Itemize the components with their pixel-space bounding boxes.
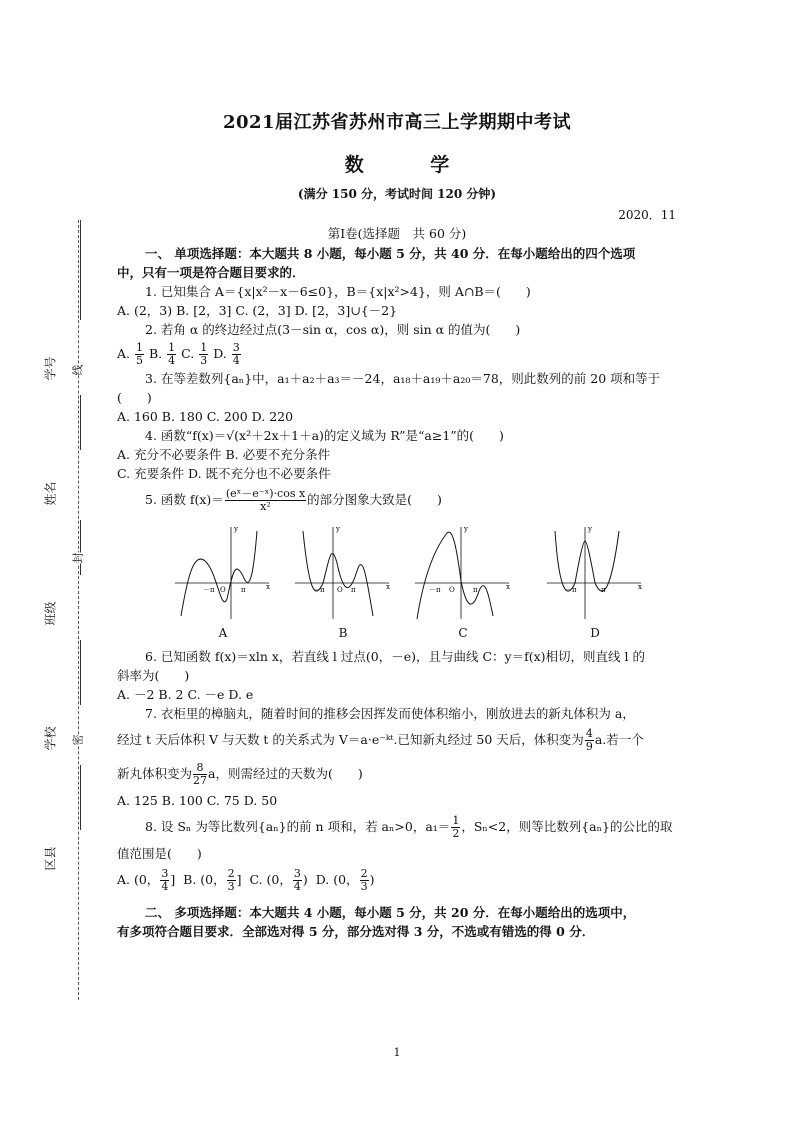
seal-mark-feng: 封 (68, 553, 88, 564)
q5-graph-c-label: C (458, 626, 468, 640)
svg-text:y: y (464, 525, 468, 533)
q8-option-b-post: ] (236, 872, 242, 887)
q3-stem-cont: ( ) (117, 390, 152, 405)
seal-dotted-line (78, 220, 79, 1000)
svg-text:π: π (241, 586, 246, 594)
sidebar-label-xuehao: 学号 (43, 356, 58, 381)
page-number: 1 (393, 1046, 401, 1059)
q8-option-a: A. (0， (117, 872, 160, 887)
q8-option-d-post: ) (369, 872, 375, 887)
svg-text:π: π (351, 586, 356, 594)
svg-text:O: O (449, 586, 455, 594)
q5-graph-a-label: A (218, 626, 228, 640)
q2-option-a: A. (117, 346, 131, 361)
q7-options: A. 125 B. 100 C. 75 D. 50 (117, 793, 278, 808)
svg-text:x: x (638, 583, 642, 591)
q2-option-b: B. (148, 346, 163, 361)
q2-fraction-a: $\frac{1}{5}$ (136, 341, 143, 367)
section2-heading-cont: 有多项符合题目要求．全部选对得 5 分，部分选对得 3 分，不选或有错选的得 0 分． (117, 924, 595, 939)
sidebar-label-xingming: 姓名 (43, 481, 58, 506)
svg-text:x: x (506, 583, 510, 591)
svg-text:π: π (601, 586, 606, 594)
exam-subject: 数 学 (344, 154, 480, 176)
q8-fraction-b: $\frac{2}{3}$ (227, 867, 235, 893)
q8-option-b: B. (0， (183, 872, 226, 887)
q3-stem: 3. 在等差数列{aₙ}中，a₁＋a₂＋a₃＝－24，a₁₈＋a₁₉＋a₂₀＝78，则此数列的前 20 项和等于 (145, 371, 661, 386)
q7-line2 (117, 723, 679, 757)
q5-graph-b (293, 521, 393, 641)
exam-title: 2021届江苏省苏州市高三上学期期中考试 (222, 112, 572, 133)
q6-stem: 6. 已知函数 f(x)＝xln x，若直线 l 过点(0，－e)，且与曲线 C：y＝f(x)相切，则直线 l 的 (145, 649, 645, 664)
q7-line3 (117, 757, 679, 791)
q7-fraction-8-27: $\frac{8}{27}$ (193, 761, 208, 787)
q8-fraction-c: $\frac{3}{4}$ (293, 867, 301, 893)
q2-stem: 2. 若角 α 的终边经过点(3－sin α，cos α)，则 sin α 的值为( ) (145, 322, 521, 337)
q5-graphs (173, 521, 679, 641)
part-heading: 第Ⅰ卷(选择题 共 60 分) (327, 226, 467, 241)
q8-line1-post: ，Sₙ<2，则等比数列{aₙ}的公比的取 (461, 819, 673, 834)
q5-stem-pre: 5. 函数 f(x)＝ (145, 492, 224, 507)
q4-options-ab: A. 充分不必要条件 B. 必要不充分条件 (117, 447, 331, 462)
section1-heading-cont: 中，只有一项是符合题目要求的． (117, 265, 305, 280)
svg-text:x: x (386, 583, 390, 591)
q2-fraction-b: $\frac{1}{4}$ (168, 341, 176, 367)
sidebar-rule (80, 520, 82, 575)
svg-text:O: O (337, 586, 343, 594)
sidebar-label-banji: 班级 (43, 601, 58, 626)
q7-line3-post: a，则需经过的天数为( ) (208, 766, 363, 781)
sidebar-rule (80, 765, 82, 830)
q7-line3-pre: 新丸体积变为 (117, 766, 193, 781)
q8-line1-pre: 8. 设 Sₙ 为等比数列{aₙ}的前 n 项和，若 aₙ>0，a₁＝ (145, 819, 451, 834)
q5-stem (117, 483, 679, 517)
svg-text:y: y (588, 525, 592, 533)
q8-line1 (117, 810, 679, 844)
q5-stem-post: 的部分图象大致是( ) (307, 492, 442, 507)
q8-option-c: C. (0， (249, 872, 292, 887)
q7-line2-post: a.若一个 (594, 732, 644, 747)
q5-graph-d (545, 521, 645, 641)
seal-mark-mi: 密 (68, 735, 88, 746)
q8-option-d: D. (0， (315, 872, 359, 887)
question-content (117, 244, 679, 941)
exam-note: (满分 150 分，考试时间 120 分钟) (297, 187, 497, 201)
q2-fraction-d: $\frac{3}{4}$ (232, 341, 240, 367)
svg-text:－π: －π (429, 586, 441, 594)
q8-line2: 值范围是( ) (117, 846, 202, 861)
q7-line1: 7. 衣柜里的樟脑丸，随着时间的推移会因挥发而使体积缩小，刚放进去的新丸体积为 a， (145, 706, 635, 721)
sidebar-label-quxian: 区县 (43, 846, 58, 871)
q7-line2-pre: 经过 t 天后体积 V 与天数 t 的关系式为 V＝a·e⁻ᵏᵗ.已知新丸经过 50 天后，体积变为 (117, 732, 584, 747)
q5-graph-a (173, 521, 273, 641)
sidebar-rule (80, 395, 82, 450)
q2-fraction-c: $\frac{1}{3}$ (200, 341, 208, 367)
svg-text:x: x (266, 583, 270, 591)
q2-options (117, 339, 679, 369)
q5-graph-b-label: B (338, 626, 348, 640)
q8-fraction-a: $\frac{3}{4}$ (161, 867, 169, 893)
svg-text:O: O (220, 586, 226, 594)
q4-options-cd: C. 充要条件 D. 既不充分也不必要条件 (117, 466, 331, 481)
svg-text:y: y (234, 525, 238, 533)
section1-heading: 一、 单项选择题：本大题共 8 小题，每小题 5 分，共 40 分．在每小题给出的四个选项 (145, 246, 636, 261)
q2-option-d: D. (213, 346, 227, 361)
q3-options: A. 160 B. 180 C. 200 D. 220 (117, 409, 294, 424)
exam-date: 2020．11 (618, 208, 676, 222)
q6-stem-cont: 斜率为( ) (117, 668, 190, 683)
q8-fraction-d: $\frac{2}{3}$ (360, 867, 368, 893)
svg-text:－π: －π (565, 586, 577, 594)
q6-options: A. －2 B. 2 C. －e D. e (117, 687, 254, 702)
svg-text:－π: －π (313, 586, 325, 594)
q2-option-c: C. (181, 346, 195, 361)
q5-graph-d-label: D (590, 626, 600, 640)
sidebar-label-xuexiao: 学校 (43, 726, 58, 751)
q5-fraction: $\frac{\text{(eˣ－e⁻ˣ)·cos x}}{\text{x²}}$ (225, 487, 306, 513)
q7-fraction-4-9: $\frac{4}{9}$ (585, 727, 593, 753)
q4-stem: 4. 函数“f(x)＝√(x²＋2x＋1＋a)的定义域为 R”是“a≥1”的( ) (145, 428, 504, 443)
svg-text:－π: －π (203, 586, 215, 594)
svg-text:y: y (336, 525, 340, 533)
q8-option-c-post: ) (302, 872, 308, 887)
q8-option-a-post: ] (170, 872, 176, 887)
q8-options (117, 863, 679, 897)
q5-graph-c (413, 521, 513, 641)
svg-text:π: π (473, 586, 478, 594)
q1-options: A. (2，3) B. [2，3] C. (2，3] D. [2，3]∪{－2} (117, 303, 398, 318)
q8-fraction-1-2: $\frac{1}{2}$ (452, 814, 460, 840)
sidebar-rule (80, 640, 82, 705)
section2-heading: 二、 多项选择题：本大题共 4 小题，每小题 5 分，共 20 分．在每小题给出的选项中， (145, 905, 636, 920)
q1-stem: 1. 已知集合 A＝{x|x²－x－6≤0}，B＝{x|x²>4}，则 A∩B＝( ) (145, 284, 531, 299)
seal-mark-xian: 线 (68, 365, 88, 376)
